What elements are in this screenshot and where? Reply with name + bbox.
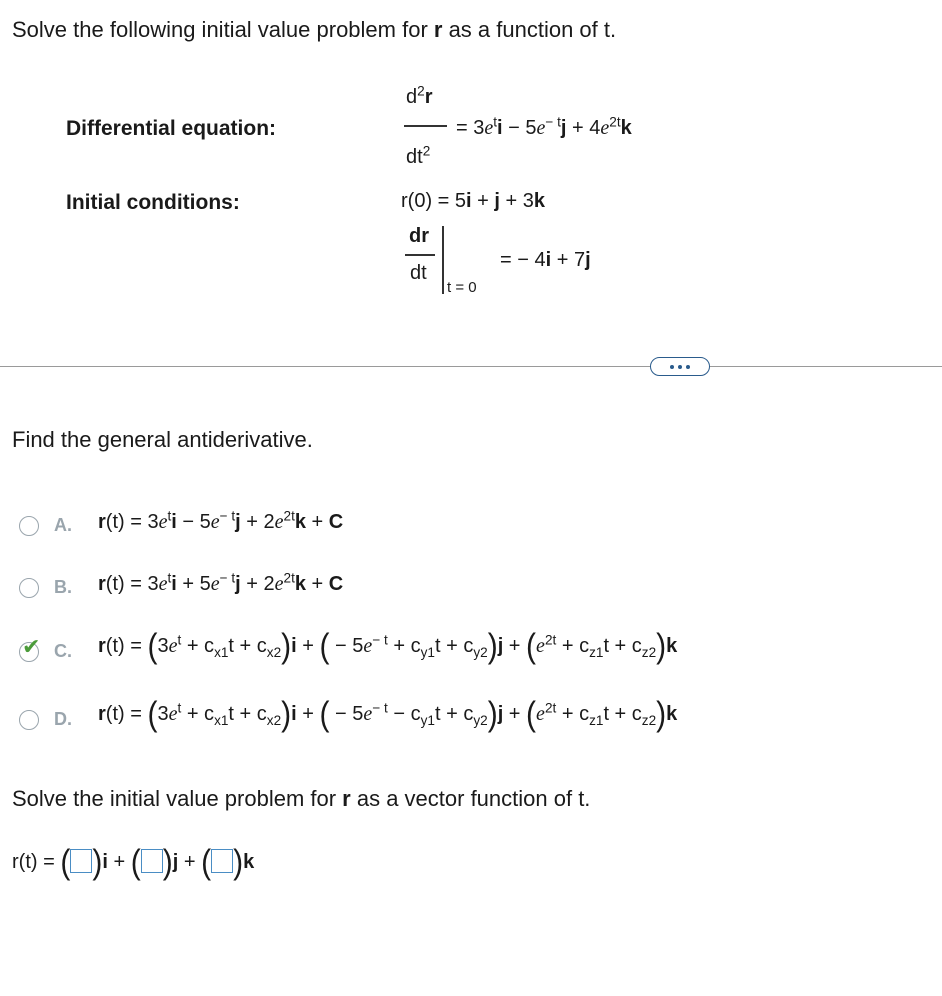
option-b-letter: B. bbox=[54, 577, 72, 597]
answer-row: r(t) = ( )i + ( )j + ( )k bbox=[12, 843, 255, 882]
radio-option-a[interactable] bbox=[19, 516, 39, 536]
answer-input-k[interactable] bbox=[211, 849, 233, 873]
option-a-text[interactable]: $r(t) = 3e^ti - 5e^{- t}j + 2e^{2t}k + C$ bbox=[98, 508, 344, 533]
checkmark-icon: ✔ bbox=[22, 634, 41, 659]
dr-condition-rhs: = − 4i + 7j bbox=[500, 249, 591, 271]
option-c-letter: C. bbox=[54, 641, 72, 661]
dot-icon bbox=[686, 365, 690, 369]
radio-option-b[interactable] bbox=[19, 578, 39, 598]
option-d-text[interactable]: $r(t) = (3e^t + c_{x1}t + c_{x2})i$ + ( − $5e^{- t} - c_{y1}t + c_{y2})j + (e^{2t} + c_{z1}t + c_{z2})k$ bbox=[98, 695, 678, 734]
part2-prompt: Solve the initial value problem for r as a vector function of t. bbox=[12, 786, 591, 811]
part1-prompt: Find the general antiderivative. bbox=[12, 427, 313, 452]
dot-icon bbox=[678, 365, 682, 369]
dr-numerator: dr bbox=[409, 225, 429, 247]
d2r-denominator: $dt^2$ bbox=[406, 143, 431, 168]
evaluation-point: t = 0 bbox=[447, 279, 477, 296]
diff-eq-rhs: = $3e^ti - 5e^{- t}j + 4e^{2t}k$ bbox=[456, 114, 632, 139]
option-a-letter: A. bbox=[54, 515, 72, 535]
question-prompt: Solve the following initial value problem for r as a function of t. bbox=[12, 17, 617, 42]
fraction-bar bbox=[404, 125, 447, 127]
option-d-letter: D. bbox=[54, 709, 72, 729]
answer-input-i[interactable] bbox=[70, 849, 92, 873]
radio-option-d[interactable] bbox=[19, 710, 39, 730]
initial-conditions-label: Initial conditions: bbox=[66, 191, 240, 214]
dot-icon bbox=[670, 365, 674, 369]
option-b-text[interactable]: $r(t) = 3e^ti + 5e^{- t}j + 2e^{2t}k + C$ bbox=[98, 570, 344, 595]
more-options-button[interactable] bbox=[650, 357, 710, 376]
answer-lhs: r(t) = bbox=[12, 851, 55, 873]
diff-eq-label: Differential equation: bbox=[66, 117, 277, 140]
option-c-text[interactable]: $r(t) = (3e^t + c_{x1}t + c_{x2})i$ + ( − $5e^{- t} + c_{y1}t + c_{y2})j + (e^{2t} + c_{z1}t + c_{z2})k$ bbox=[98, 627, 678, 666]
section-divider bbox=[0, 366, 942, 367]
fraction-bar bbox=[405, 254, 435, 256]
evaluation-bar bbox=[442, 226, 444, 294]
answer-input-j[interactable] bbox=[141, 849, 163, 873]
dr-denominator: dt bbox=[410, 262, 427, 284]
d2r-numerator: $d^2r$ bbox=[406, 83, 433, 108]
r0-condition: r(0) = 5i + j + 3k bbox=[401, 190, 545, 212]
